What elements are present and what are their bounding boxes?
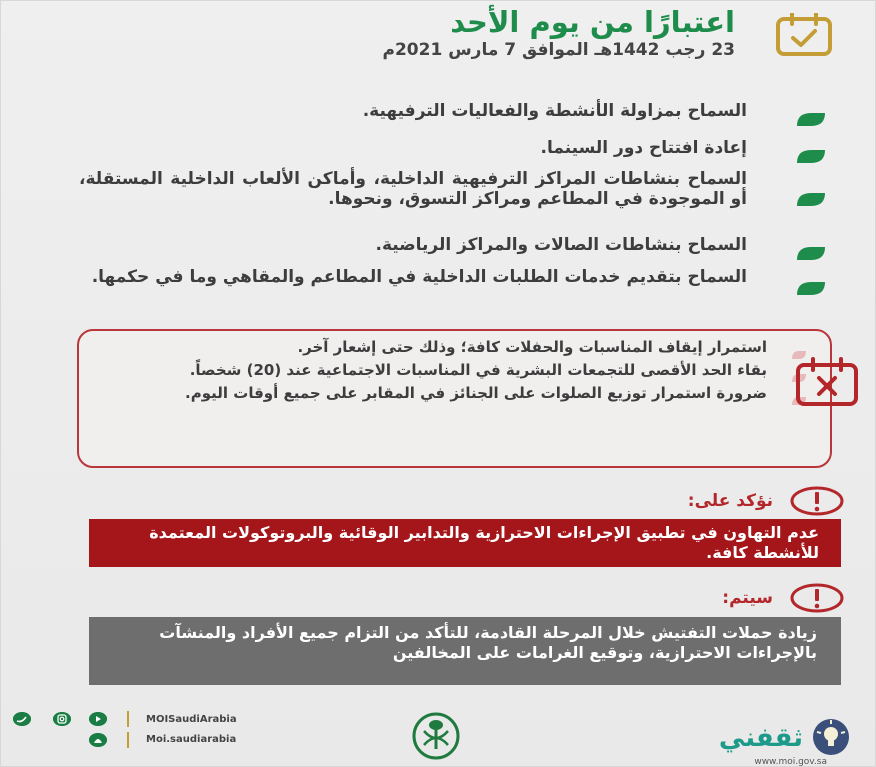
divider xyxy=(127,732,129,748)
allowed-text: السماح بنشاطات الصالات والمراكز الرياضية. xyxy=(375,235,747,255)
allowed-text: السماح بمزاولة الأنشطة والفعاليات الترفيهية. xyxy=(362,101,747,121)
emphasis-bar xyxy=(89,519,841,567)
lightbulb-icon xyxy=(811,717,851,759)
instagram-icon[interactable] xyxy=(53,712,71,726)
allowed-text: إعادة افتتاح دور السينما. xyxy=(540,138,747,158)
allowed-text: السماح بنشاطات المراكز الترفيهية الداخلية، وأماكن الألعاب الداخلية المستقلة، أو الموجودة في المطاعم ومراكز التسوق، ونحوها. xyxy=(79,169,747,209)
prohibited-text: ضرورة استمرار توزيع الصلوات على الجنائز في المقابر على جميع أوقات اليوم. xyxy=(185,384,767,402)
list-item xyxy=(81,101,855,127)
handle-twitter[interactable]: MOISaudiArabia xyxy=(146,714,237,725)
list-item xyxy=(81,267,855,311)
page-date: 23 رجب 1442هـ الموافق 7 مارس 2021م xyxy=(382,40,735,60)
leaf-bullet-icon xyxy=(795,245,827,261)
will-text: زيادة حملات التفتيش خلال المرحلة القادمة، للتأكد من التزام جميع الأفراد والمنشآت بالإجراءات الاحترازية، وتوقيع الغرامات على المخالفين xyxy=(159,623,817,662)
warning-icon xyxy=(789,486,845,516)
leaf-bullet-icon xyxy=(795,148,827,164)
watermark xyxy=(643,711,853,767)
twitter-icon[interactable] xyxy=(13,712,31,726)
footer xyxy=(1,701,876,767)
emphasis-text: عدم التهاون في تطبيق الإجراءات الاحترازية والتدابير الوقائية والبروتوكولات المعتمدة للأنشطة كافة. xyxy=(149,523,819,562)
emblem-icon xyxy=(406,711,466,761)
watermark-text: ثقفني xyxy=(718,723,803,753)
list-item xyxy=(81,235,855,261)
leaf-bullet-icon xyxy=(795,111,827,127)
header xyxy=(315,5,735,60)
prohibited-list xyxy=(127,339,767,408)
handle-snapchat[interactable]: Moi.saudiarabia xyxy=(146,734,237,745)
calendar-check-icon xyxy=(775,13,833,57)
list-item xyxy=(81,169,855,231)
leaf-bullet-icon xyxy=(795,191,827,207)
page-title: اعتبارًا من يوم الأحد xyxy=(450,5,735,39)
list-item xyxy=(127,362,767,379)
list-item xyxy=(127,339,767,356)
allowed-text: السماح بتقديم خدمات الطلبات الداخلية في المطاعم والمقاهي وما في حكمها. xyxy=(91,267,747,287)
youtube-icon[interactable] xyxy=(89,712,107,726)
watermark-url: www.moi.gov.sa xyxy=(754,757,827,767)
prohibited-text: بقاء الحد الأقصى للتجمعات البشرية في المناسبات الاجتماعية عند (20) شخصاً. xyxy=(189,361,767,379)
divider xyxy=(127,711,129,727)
will-bar xyxy=(89,617,841,685)
leaf-bullet-icon xyxy=(795,280,827,296)
prohibited-box xyxy=(77,329,832,468)
will-label: سيتم: xyxy=(722,588,773,608)
prohibited-text: استمرار إيقاف المناسبات والحفلات كافة؛ وذلك حتى إشعار آخر. xyxy=(297,338,767,356)
emphasis-label: نؤكد على: xyxy=(687,491,773,511)
calendar-x-icon xyxy=(795,357,859,407)
emphasis-heading xyxy=(688,486,845,516)
list-item xyxy=(127,385,767,402)
will-heading xyxy=(722,583,845,613)
snapchat-icon[interactable] xyxy=(89,733,107,747)
warning-icon xyxy=(789,583,845,613)
list-item xyxy=(81,138,855,164)
